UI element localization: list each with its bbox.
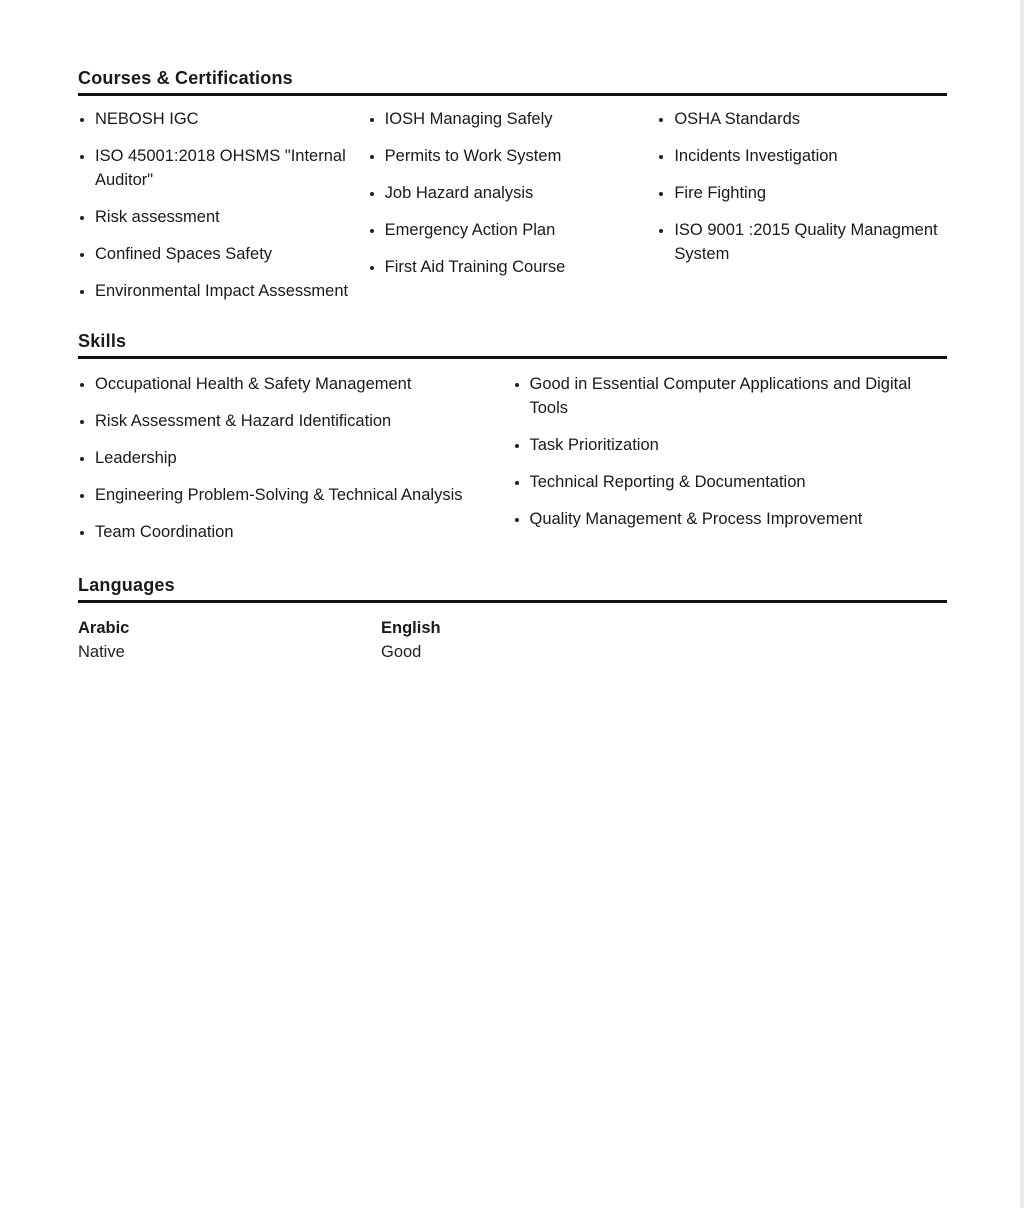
skill-item: Occupational Health & Safety Management [78,372,513,396]
courses-column-2 [368,107,658,292]
language-item [78,616,381,664]
courses-list-3 [657,107,947,266]
skill-item: Quality Management & Process Improvement [513,507,948,531]
courses-column-1 [78,107,368,316]
course-item: NEBOSH IGC [78,107,368,131]
skill-item: Leadership [78,446,513,470]
course-item: Permits to Work System [368,144,658,168]
courses-section [78,66,947,316]
language-item [381,616,684,664]
course-item: Emergency Action Plan [368,218,658,242]
languages-list [78,616,947,664]
skill-item: Team Coordination [78,520,513,544]
languages-section [78,573,947,664]
course-item: Risk assessment [78,205,368,229]
language-level: Good [381,643,422,661]
skill-item: Good in Essential Computer Applications and Digital Tools [513,372,948,420]
section-title-languages: Languages [78,573,947,603]
skills-list-1 [78,372,513,544]
resume-page [78,66,947,664]
skill-item: Engineering Problem-Solving & Technical Analysis [78,483,513,507]
course-item: First Aid Training Course [368,255,658,279]
course-item: Environmental Impact Assessment [78,279,368,303]
course-item: Incidents Investigation [657,144,947,168]
language-name: English [381,619,441,637]
skill-item: Risk Assessment & Hazard Identification [78,409,513,433]
section-title-courses: Courses & Certifications [78,66,947,96]
course-item: IOSH Managing Safely [368,107,658,131]
skills-columns [78,372,947,557]
language-name: Arabic [78,619,130,637]
course-item: Job Hazard analysis [368,181,658,205]
courses-list-1 [78,107,368,303]
skills-column-2 [513,372,948,544]
course-item: OSHA Standards [657,107,947,131]
skills-list-2 [513,372,948,531]
course-item: Confined Spaces Safety [78,242,368,266]
course-item: Fire Fighting [657,181,947,205]
course-item: ISO 45001:2018 OHSMS "Internal Auditor" [78,144,368,192]
section-title-skills: Skills [78,329,947,359]
skill-item: Task Prioritization [513,433,948,457]
courses-list-2 [368,107,658,279]
courses-columns [78,107,947,316]
language-level: Native [78,643,125,661]
skills-section [78,329,947,557]
page-edge [1020,0,1024,1208]
skills-column-1 [78,372,513,557]
skill-item: Technical Reporting & Documentation [513,470,948,494]
course-item: ISO 9001 :2015 Quality Managment System [657,218,947,266]
courses-column-3 [657,107,947,279]
